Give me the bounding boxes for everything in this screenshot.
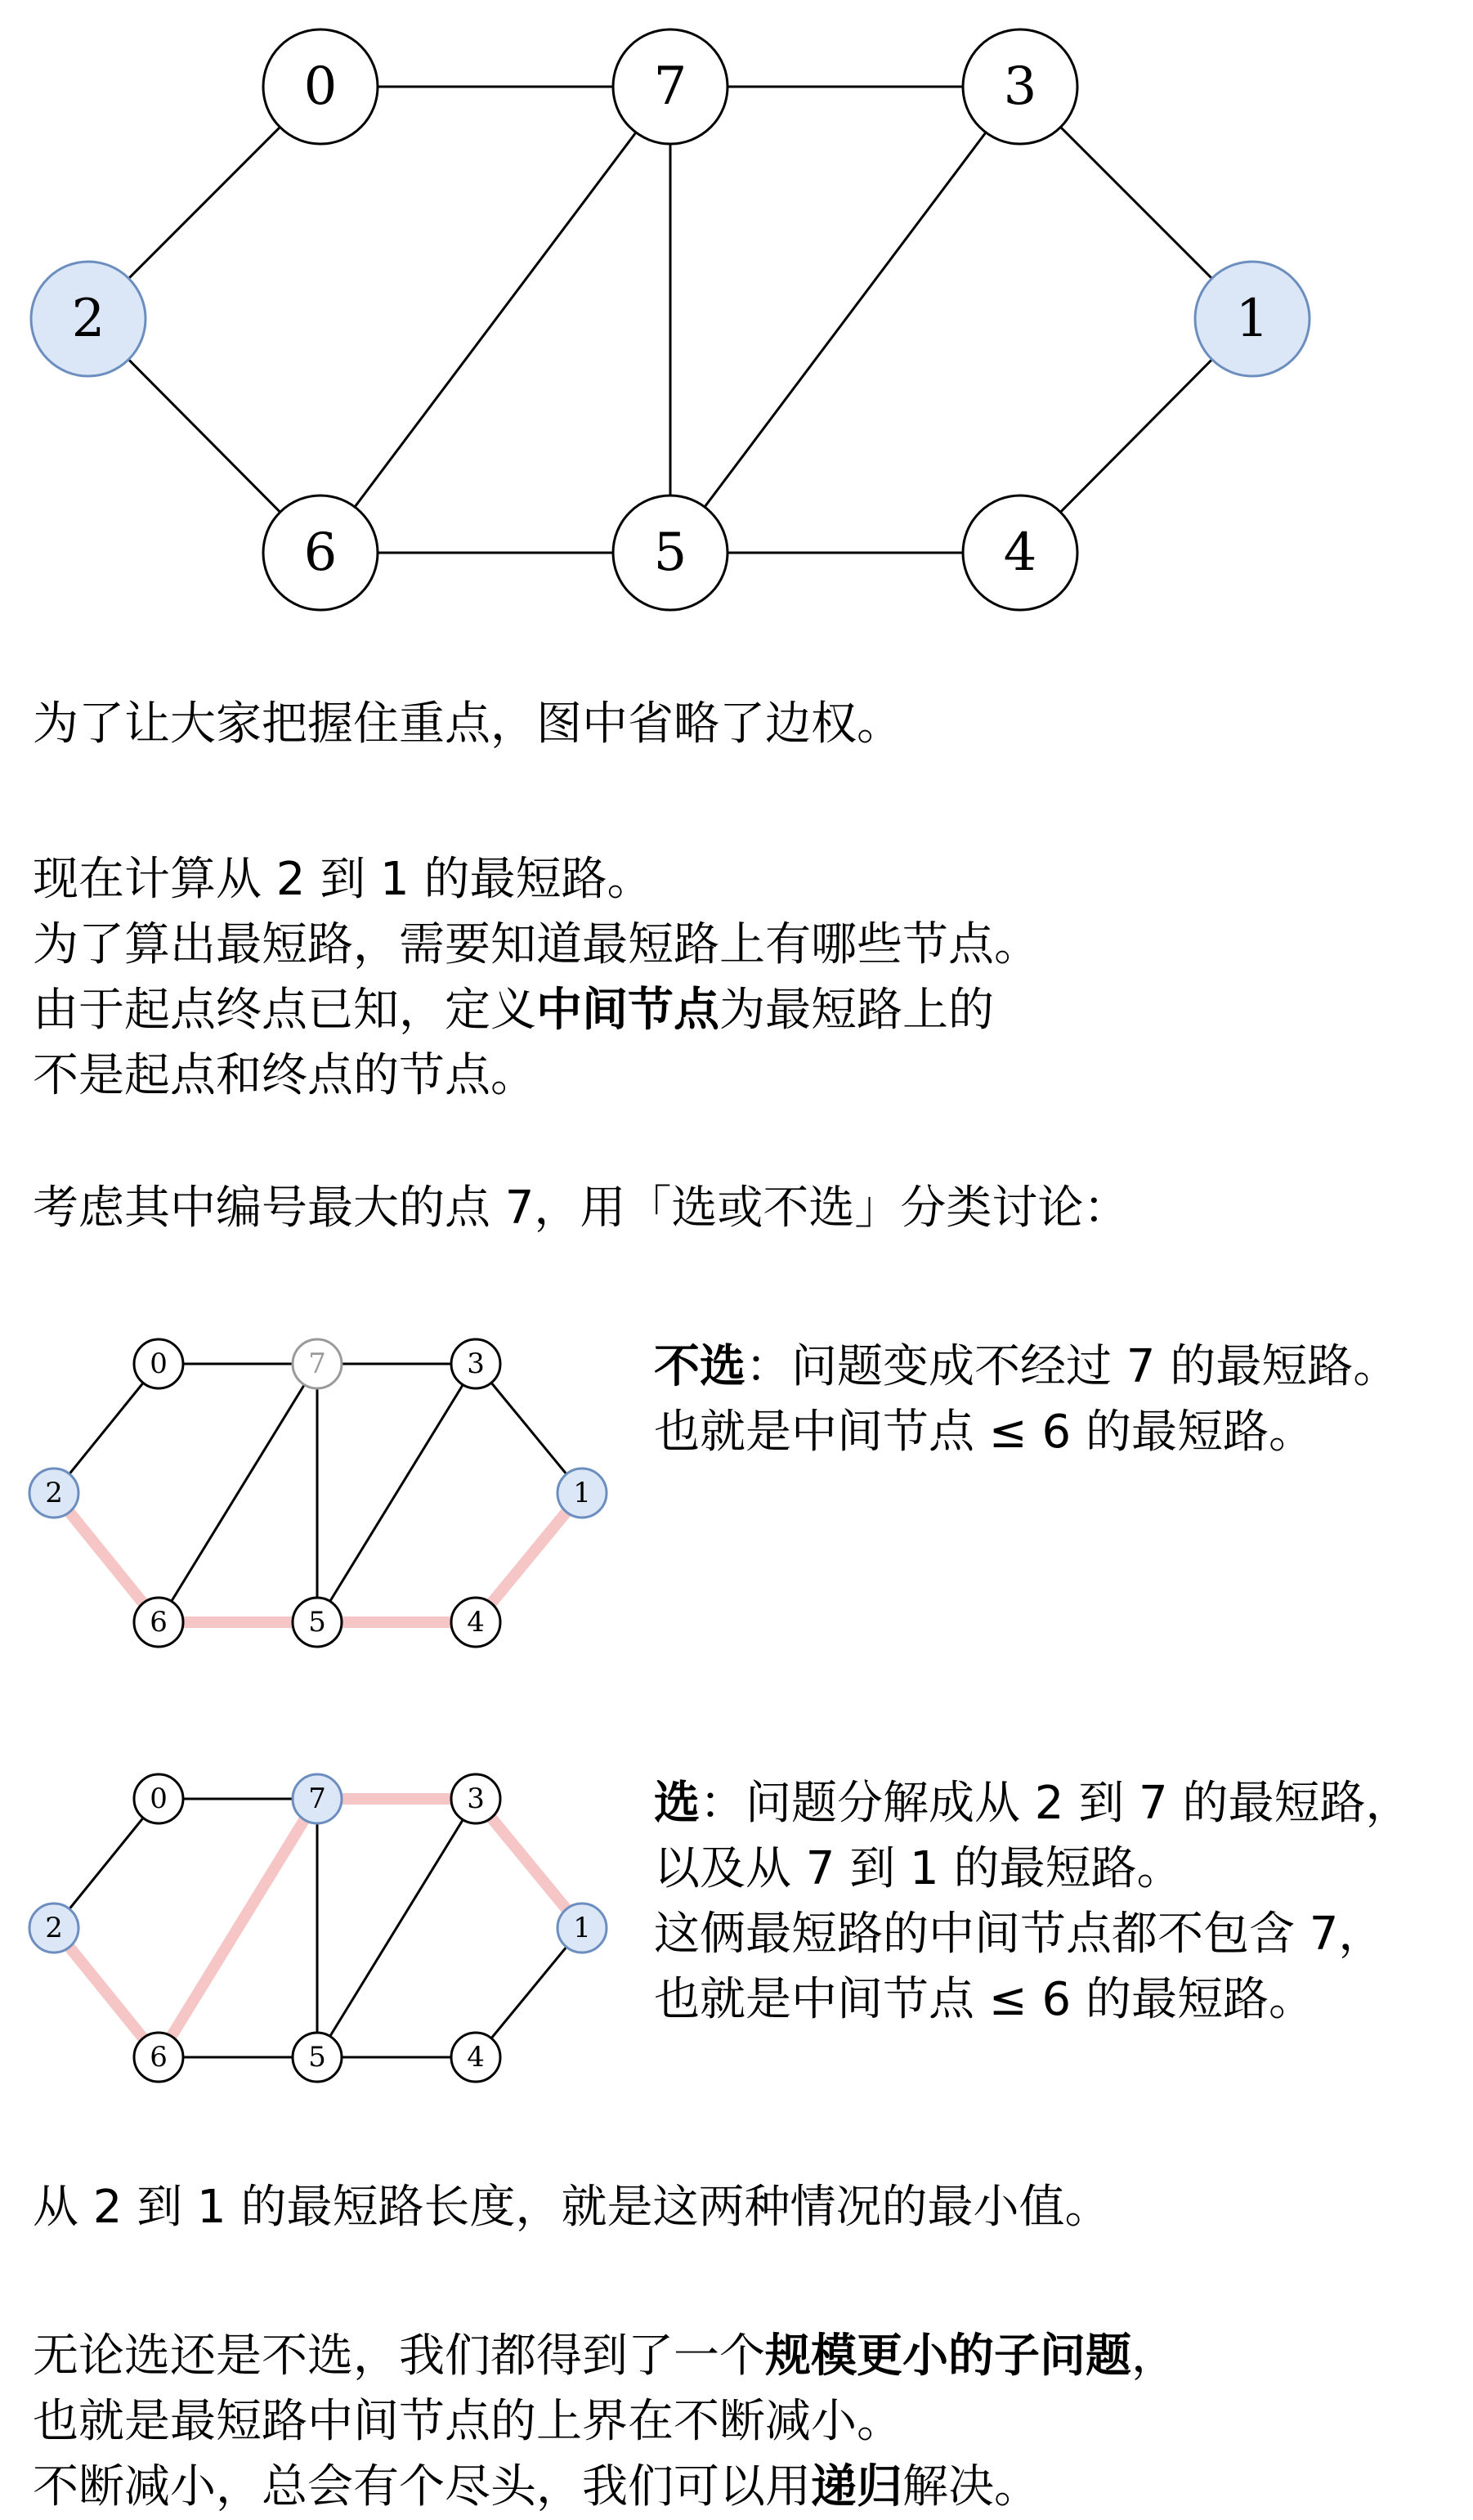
choose-line-2: 以及从 7 到 1 的最短路。 [654, 1842, 1183, 1895]
problem-line-4: 不是起点和终点的节点。 [33, 1049, 536, 1102]
svg-text:5: 5 [653, 522, 687, 583]
choose-label: 选 [654, 1777, 700, 1830]
graph-node [451, 1774, 500, 1823]
not-choose-line-2: 也就是中间节点 ≤ 6 的最短路。 [654, 1406, 1314, 1459]
svg-text:7: 7 [653, 56, 687, 117]
summary-line-2: 也就是最短路中间节点的上界在不断减小。 [33, 2395, 902, 2448]
svg-text:7: 7 [308, 1347, 326, 1380]
start-node [29, 1903, 78, 1953]
conclusion-text [33, 2175, 1110, 2240]
svg-text:6: 6 [150, 1606, 168, 1639]
svg-text:6: 6 [150, 2041, 168, 2074]
svg-text:3: 3 [1003, 56, 1037, 117]
svg-text:6: 6 [303, 522, 338, 583]
svg-text:1: 1 [573, 1912, 591, 1944]
choose-line-1: 选：问题分解成从 2 到 7 的最短路， [654, 1777, 1412, 1830]
svg-text:0: 0 [150, 1347, 168, 1380]
summary-text [33, 2324, 1177, 2520]
summary-line-1: 无论选还是不选，我们都得到了一个规模更小的子问题， [33, 2329, 1177, 2383]
conclusion-line: 从 2 到 1 的最短路长度，就是这两种情况的最小值。 [33, 2181, 1111, 2234]
svg-text:2: 2 [71, 289, 105, 349]
not-choose-label: 不选 [654, 1340, 745, 1393]
graph-node [134, 1774, 183, 1823]
svg-text:1: 1 [573, 1477, 591, 1509]
problem-line-3: 由于起点终点已知，定义中间节点为最短路上的 [33, 984, 994, 1037]
edge-3-5 [317, 1799, 476, 2057]
svg-text:5: 5 [308, 1606, 326, 1639]
term-smaller-subproblem: 规模更小的子问题 [765, 2329, 1131, 2383]
not-choose-line-1: 不选：问题变成不经过 7 的最短路。 [654, 1340, 1399, 1393]
consider-line: 考虑其中编号最大的点 7，用「选或不选」分类讨论： [33, 1182, 1130, 1235]
svg-text:2: 2 [45, 1477, 63, 1509]
svg-text:2: 2 [45, 1912, 63, 1944]
summary-line-3: 不断减小，总会有个尽头，我们可以用递归解决。 [33, 2460, 1040, 2513]
choose-line-3: 这俩最短路的中间节点都不包含 7， [654, 1908, 1385, 1961]
intro-line: 为了让大家把握住重点，图中省略了边权。 [33, 697, 902, 751]
svg-text:4: 4 [467, 1606, 485, 1639]
graph-node [293, 2033, 342, 2082]
choose-line-4: 也就是中间节点 ≤ 6 的最短路。 [654, 1973, 1314, 2026]
svg-text:0: 0 [150, 1782, 168, 1815]
svg-text:0: 0 [303, 56, 338, 117]
svg-text:5: 5 [308, 2041, 326, 2074]
svg-text:7: 7 [308, 1782, 326, 1815]
problem-line-1: 现在计算从 2 到 1 的最短路。 [33, 853, 653, 906]
end-node [557, 1903, 607, 1953]
chosen-node-7 [293, 1774, 342, 1823]
hl-edge-6-7 [159, 1799, 317, 2057]
svg-text:3: 3 [467, 1347, 485, 1380]
svg-text:4: 4 [467, 2041, 485, 2074]
problem-line-2: 为了算出最短路，需要知道最短路上有哪些节点。 [33, 918, 1040, 971]
svg-text:3: 3 [467, 1782, 485, 1815]
svg-text:1: 1 [1235, 289, 1269, 349]
choose-text [654, 1771, 1411, 2033]
graph-node [451, 2033, 500, 2082]
term-intermediate-node: 中间节点 [536, 984, 719, 1037]
graph-node [134, 2033, 183, 2082]
svg-text:4: 4 [1003, 522, 1037, 583]
term-recursion: 递归 [811, 2460, 902, 2513]
